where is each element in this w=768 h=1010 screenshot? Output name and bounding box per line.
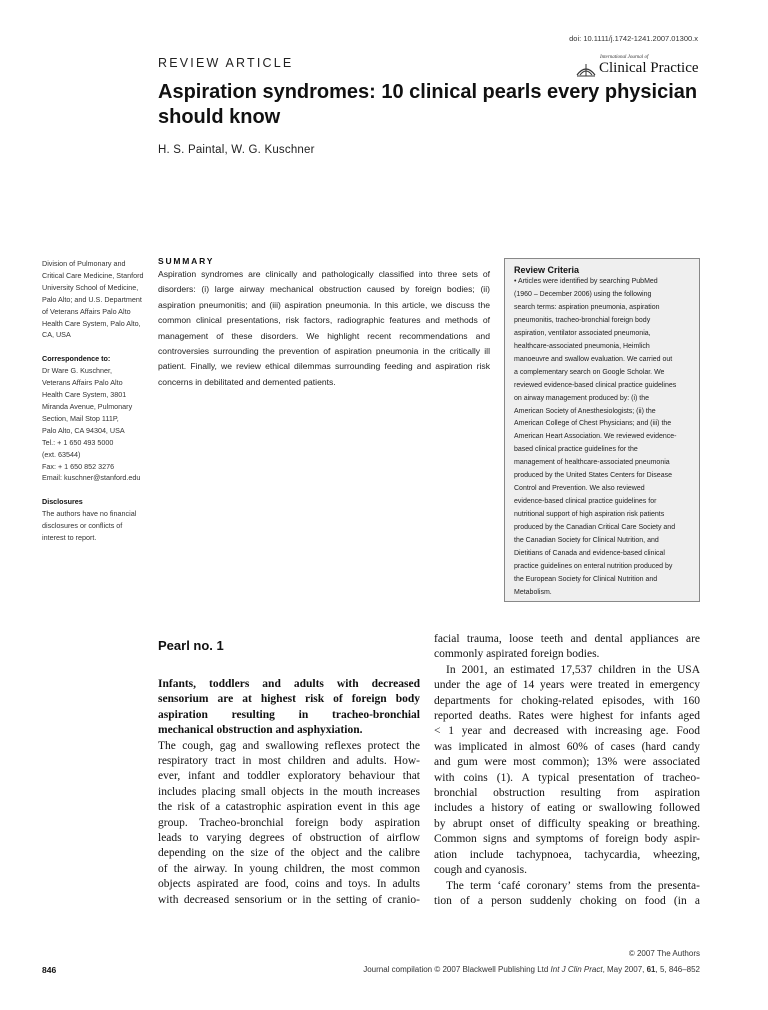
summary-heading: SUMMARY (158, 256, 215, 266)
review-line: Control and Prevention. We also reviewed (514, 485, 645, 493)
affiliation-line: CA, USA (42, 330, 71, 340)
body-line: The term ‘café coronary’ stems from the presenta- (446, 879, 700, 892)
body-line: includes placing small objects in the mouth increases (158, 785, 420, 798)
affiliation-line: Critical Care Medicine, Stanford (42, 270, 144, 280)
page-number: 846 (42, 965, 57, 975)
correspondence-line: Section, Mail Stop 111P, (42, 413, 119, 423)
citation-journal: Int J Clin Pract (550, 965, 603, 974)
summary-text: Aspiration syndromes are clinically and pathologically classified into three sets of disorders: (i) large airway mechanical obstruction caused by foreign bodies; (ii) aspiration pneumonitis; and (iii) aspiration pneumonia. In this article, we discuss the common clinical presentations, risk factors, radiographic features and methods of management of these disorders. We highlight recent recommendations and controversies surrounding the prevention of aspiration pneumonia in the critically ill patient. Finally, we review ethical dilemmas surrounding feeding and aspiration risk concerns in debilitated and demented patients. (158, 269, 490, 387)
review-line: (1960 – December 2006) using the following (514, 290, 652, 298)
body-line: In 2001, an estimated 17,537 children in the USA (446, 663, 700, 676)
body-line: of the airway. In young children, the most common (158, 862, 420, 875)
body-line: and gum were most common); 13% were associated (434, 756, 700, 769)
body-line: with coins (1). A typical presentation of tracheo- (434, 771, 700, 784)
body-line: reported deaths. Rates were highest for infants aged (434, 710, 700, 723)
body-line: by abrupt onset of difficulty speaking or breathing. (434, 817, 700, 830)
body-line: objects aspirated are food, coins and toys. In adults (158, 878, 420, 891)
correspondence-email[interactable]: Email: kuschner@stanford.edu (42, 473, 141, 483)
body-line: cough and cyanosis. (434, 864, 527, 877)
journal-emblem-icon (576, 61, 596, 77)
review-criteria-title: Review Criteria (514, 265, 580, 275)
review-criteria-text (514, 276, 691, 600)
correspondence-line: Tel.: + 1 650 493 5000 (42, 437, 114, 447)
review-line: a complementary search on Google Scholar. We (514, 368, 665, 376)
body-line: with decreased sensorium or in the setting of cranio- (158, 893, 420, 906)
affiliation-line: of Veterans Affairs Palo Alto (42, 306, 131, 316)
body-line: the risk of a catastrophic aspiration event in this age (158, 801, 420, 814)
body-line: bronchial obstruction resulting from aspiration (434, 787, 700, 800)
article-authors: H. S. Paintal, W. G. Kuschner (158, 144, 315, 156)
review-line: healthcare-associated pneumonia, Heimlich (514, 342, 650, 350)
affiliation-line: Health Care System, Palo Alto, (42, 318, 141, 328)
review-line: evidence-based clinical practice guidelines for (514, 498, 657, 506)
correspondence-line: (ext. 63544) (42, 449, 81, 459)
body-line: commonly aspirated foreign bodies. (434, 648, 600, 661)
review-criteria-box (504, 258, 700, 602)
body-line: ation include tachypnoea, tachycardia, wheezing, (434, 848, 700, 861)
disclosures-line: interest to report. (42, 533, 97, 543)
correspondence-block (42, 353, 148, 484)
correspondence-line: Veterans Affairs Palo Alto (42, 378, 123, 388)
body-line: < 1 year and decreased with increasing age. Food (434, 725, 700, 738)
review-line: • Articles were identified by searching PubMed (514, 278, 658, 285)
body-line: under the age of 14 years were treated in emergency (434, 679, 700, 692)
article-title: Aspiration syndromes: 10 clinical pearls every physician should know (158, 81, 698, 128)
body-column-right (434, 632, 700, 909)
pearl-lead-line: aspiration resulting in tracheo-bronchial (158, 708, 420, 721)
body-line: respiratory tract in most children and adults. How- (158, 755, 420, 768)
review-line: produced by the Canadian Critical Care Society and (514, 524, 676, 532)
pearl-lead-line: Infants, toddlers and adults with decreased (158, 678, 420, 690)
review-line: management of healthcare-associated pneumonia (514, 459, 670, 467)
review-line: practice guidelines on enteral nutrition produced by (514, 562, 673, 570)
review-line: American Heart Association. We reviewed evidence- (514, 433, 677, 441)
review-line: search terms: aspiration pneumonia, aspiration (514, 303, 660, 311)
body-line: departments for choking-related episodes, with 160 (434, 694, 700, 707)
body-line: ever, infant and toddler exploratory behaviour that (158, 770, 420, 783)
journal-logo-prefix: International Journal of (600, 55, 649, 60)
correspondence-line: Dr Ware G. Kuschner, (42, 366, 113, 376)
review-line: American College of Chest Physicians; and (iii) the (514, 420, 672, 428)
summary-section (158, 256, 490, 390)
pearl-heading: Pearl no. 1 (158, 638, 224, 653)
body-line: group. Tracheo-bronchial foreign body aspiration (158, 816, 420, 829)
disclosures-line: disclosures or conflicts of (42, 521, 123, 531)
correspondence-line: Palo Alto, CA 94304, USA (42, 425, 125, 435)
body-line: tion of a person suddenly choking on food (in a (434, 894, 700, 907)
affiliation-block (42, 258, 148, 341)
affiliation-line: Division of Pulmonary and (42, 259, 126, 268)
review-line: pneumonitis, tracheo-bronchial foreign body (514, 316, 651, 324)
review-line: Dietitians of Canada and evidence-based clinical (514, 550, 665, 558)
review-line: nutritional support of high aspiration risk patients (514, 511, 665, 519)
disclosures-heading: Disclosures (42, 497, 83, 507)
review-line: on airway management produced by: (i) the (514, 394, 650, 402)
disclosures-line: The authors have no financial (42, 509, 137, 519)
body-line: was implicated in almost 60% of cases (hard candy (434, 740, 700, 753)
review-line: aspiration, ventilator associated pneumonia, (514, 329, 651, 337)
review-line: manoeuvre and swallow evaluation. We carried out (514, 355, 673, 363)
pearl-lead-line: mechanical obstruction and asphyxiation. (158, 724, 363, 737)
journal-citation (363, 965, 700, 974)
body-column-left (158, 677, 420, 908)
journal-logo (570, 55, 700, 79)
citation-issue-pages: , 5, 846–852 (655, 965, 700, 974)
review-line: produced by the United States Centers for Disease (514, 472, 672, 480)
correspondence-heading: Correspondence to: (42, 354, 111, 364)
affiliation-line: University School of Medicine, (42, 282, 139, 292)
body-line: depending on the size of the object and the calibre (158, 847, 420, 860)
journal-logo-name: Clinical Practice (599, 60, 699, 76)
citation-compilation: Journal compilation © 2007 Blackwell Publishing Ltd (363, 965, 549, 974)
disclosures-block (42, 496, 148, 544)
body-line: leads to varying degrees of obstruction of airflow (158, 832, 420, 845)
body-line: includes a history of eating or swallowing followed (434, 802, 700, 815)
author-info-sidebar (42, 258, 148, 556)
section-label: REVIEW ARTICLE (158, 56, 294, 70)
review-line: the Canadian Society for Clinical Nutrition, and (514, 537, 659, 545)
citation-date: , May 2007, (602, 965, 645, 974)
doi-label: doi: 10.1111/j.1742-1241.2007.01300.x (569, 34, 698, 43)
correspondence-line: Health Care System, 3801 (42, 390, 127, 400)
review-line: American Society of Anesthesiologists; (ii) the (514, 407, 656, 415)
review-line: reviewed evidence-based clinical practice guidelines (514, 381, 677, 389)
affiliation-line: Palo Alto; and U.S. Department (42, 294, 142, 304)
copyright-notice: © 2007 The Authors (628, 949, 700, 958)
review-line: based clinical practice guidelines for the (514, 446, 638, 454)
body-line: facial trauma, loose teeth and dental appliances are (434, 633, 700, 645)
body-line: Common signs and symptoms of foreign body aspir- (434, 833, 700, 846)
body-line: The cough, gag and swallowing reflexes protect the (158, 739, 420, 752)
correspondence-line: Fax: + 1 650 852 3276 (42, 461, 115, 471)
correspondence-line: Miranda Avenue, Pulmonary (42, 401, 133, 411)
citation-volume: 61 (646, 965, 656, 974)
review-line: Metabolism. (514, 588, 552, 596)
pearl-lead-line: sensorium are at highest risk of foreign body (158, 693, 420, 706)
review-line: the European Society for Clinical Nutrition and (514, 575, 658, 583)
